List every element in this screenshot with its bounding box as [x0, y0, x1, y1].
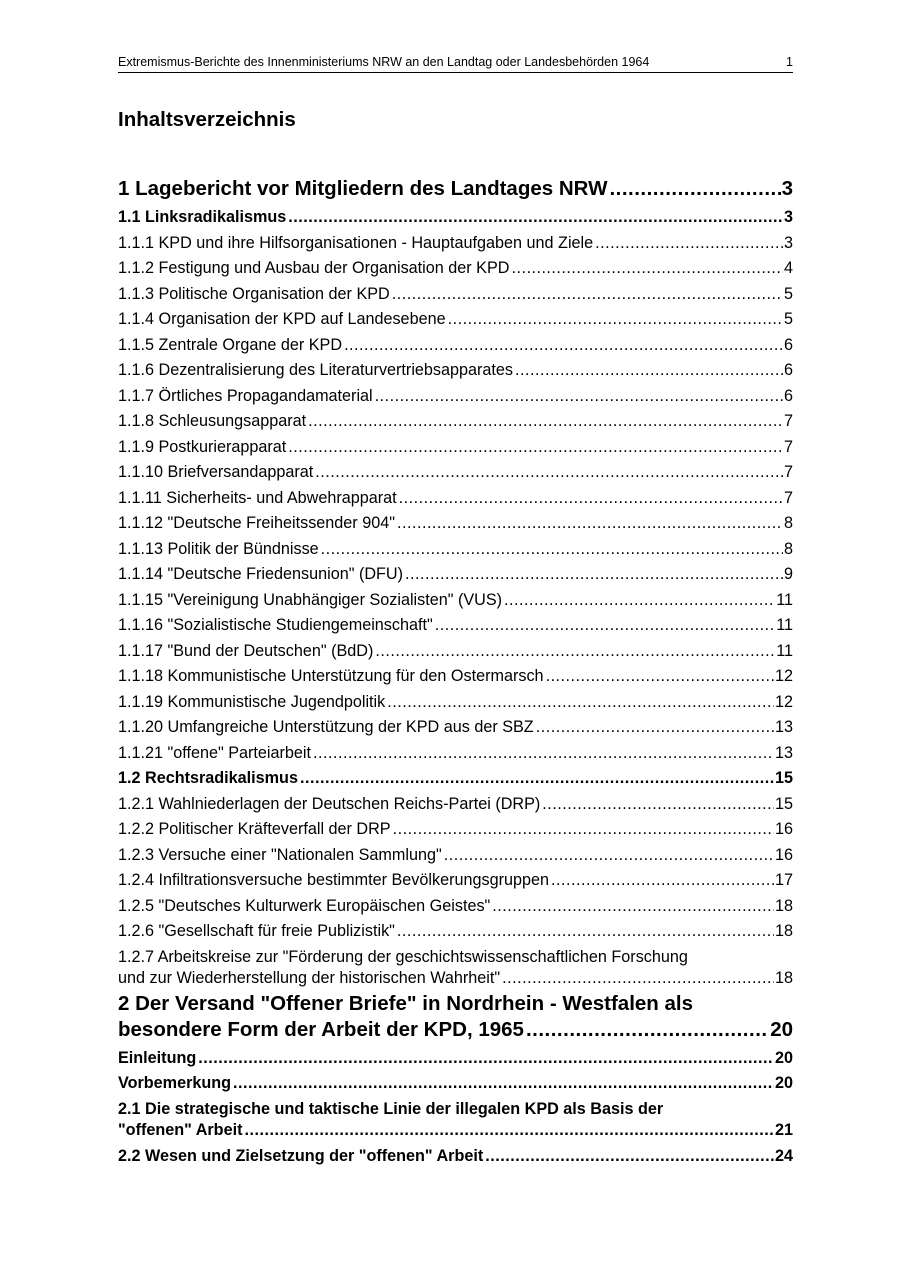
- toc-entry[interactable]: [118, 511, 793, 537]
- toc-entry-page: 8: [783, 514, 793, 532]
- toc-entry-text: 1.1.17 "Bund der Deutschen" (BdD): [118, 641, 374, 660]
- dot-leader: [526, 1017, 769, 1043]
- toc-entry[interactable]: [118, 715, 793, 741]
- toc-entry[interactable]: [118, 843, 793, 869]
- toc-entry-text: 1.2.3 Versuche einer "Nationalen Sammlung": [118, 845, 442, 864]
- toc-entry[interactable]: [118, 231, 793, 257]
- toc-entry-text: 1.1.14 "Deutsche Friedensunion" (DFU): [118, 565, 404, 583]
- toc-entry-text: Vorbemerkung: [118, 1074, 232, 1092]
- dot-leader: [515, 358, 783, 383]
- toc-entry[interactable]: [118, 486, 793, 512]
- dot-leader: [288, 205, 783, 230]
- toc-entry[interactable]: [118, 358, 793, 384]
- toc-entry-text: 1.1.19 Kommunistische Jugendpolitik: [118, 692, 386, 711]
- toc-entry-text-line1: 2 Der Versand "Offener Briefe" in Nordrhein - Westfalen als: [118, 991, 694, 1015]
- toc-entry-page: 15: [774, 769, 793, 787]
- dot-leader: [542, 792, 774, 817]
- toc-entry-text: 1.1.11 Sicherheits- und Abwehrapparat: [118, 488, 397, 507]
- dot-leader: [504, 588, 775, 613]
- toc-entry-text: 1.1.9 Postkurierapparat: [118, 437, 287, 456]
- toc-entry-page: 7: [783, 488, 793, 507]
- toc-entry-text: 1.2 Rechtsradikalismus: [118, 769, 298, 787]
- toc-entry-page: 3: [783, 208, 793, 226]
- toc-entry-page: 21: [774, 1120, 793, 1139]
- toc-entry-page: 9: [783, 565, 793, 583]
- toc-entry[interactable]: [118, 588, 793, 614]
- toc-entry-text: 1.1.10 Briefversandapparat: [118, 463, 314, 481]
- toc-entry-vorbemerkung[interactable]: [118, 1071, 793, 1097]
- toc-entry[interactable]: [118, 919, 793, 945]
- toc-entry-page: 18: [774, 896, 793, 915]
- toc-entry-text: 1 Lagebericht vor Mitgliedern des Landtages NRW: [118, 177, 608, 200]
- toc-entry[interactable]: [118, 435, 793, 461]
- toc-entry-page: 3: [781, 177, 793, 200]
- toc-entry[interactable]: [118, 690, 793, 716]
- dot-leader: [551, 868, 774, 893]
- dot-leader: [397, 919, 774, 944]
- table-of-contents: [118, 174, 793, 1169]
- toc-entry-page: 11: [776, 616, 793, 634]
- dot-leader: [405, 562, 783, 587]
- toc-entry-page: 7: [783, 412, 793, 430]
- toc-entry-page: 8: [783, 539, 793, 558]
- toc-entry-chapter-2[interactable]: [118, 991, 793, 1046]
- toc-entry-text: 1.2.6 "Gesellschaft für freie Publizistik": [118, 922, 395, 940]
- toc-entry-page: 6: [783, 386, 793, 405]
- toc-entry-text: 1.1.21 "offene" Parteiarbeit: [118, 743, 311, 762]
- toc-entry-text: 1.1.18 Kommunistische Unterstützung für den Ostermarsch: [118, 667, 544, 685]
- toc-entry-text-line2: besondere Form der Arbeit der KPD, 1965: [118, 1017, 524, 1041]
- dot-leader: [387, 690, 774, 715]
- dot-leader: [492, 894, 774, 919]
- dot-leader: [502, 968, 774, 989]
- toc-entry-page: 7: [783, 437, 793, 456]
- toc-entry-page: 5: [783, 284, 793, 303]
- toc-entry[interactable]: [118, 537, 793, 563]
- toc-entry-text: 1.1.1 KPD und ihre Hilfsorganisationen - Hauptaufgaben und Ziele: [118, 233, 594, 252]
- page-title: Inhaltsverzeichnis: [118, 108, 296, 131]
- toc-entry[interactable]: [118, 613, 793, 639]
- dot-leader: [244, 1120, 774, 1141]
- dot-leader: [198, 1046, 774, 1071]
- toc-entry[interactable]: [118, 409, 793, 435]
- toc-entry-chapter-1[interactable]: [118, 174, 793, 205]
- toc-entry-page: 5: [783, 310, 793, 328]
- dot-leader: [609, 174, 780, 204]
- toc-entry-section-2-2[interactable]: [118, 1144, 793, 1170]
- dot-leader: [344, 333, 783, 358]
- dot-leader: [375, 639, 775, 664]
- toc-entry-page: 18: [774, 922, 793, 940]
- toc-entry[interactable]: [118, 256, 793, 282]
- dot-leader: [536, 715, 774, 740]
- toc-entry[interactable]: [118, 282, 793, 308]
- toc-entry[interactable]: [118, 894, 793, 920]
- toc-entry-page: 11: [776, 590, 793, 609]
- toc-entry-text: 1.2.5 "Deutsches Kulturwerk Europäischen Geistes": [118, 896, 491, 915]
- dot-leader: [397, 511, 783, 536]
- toc-entry-text: 1.2.1 Wahlniederlagen der Deutschen Reichs-Partei (DRP): [118, 794, 541, 813]
- dot-leader: [595, 231, 783, 256]
- toc-entry[interactable]: [118, 817, 793, 843]
- toc-entry-text: 2.2 Wesen und Zielsetzung der "offenen" Arbeit: [118, 1146, 484, 1165]
- dot-leader: [444, 843, 774, 868]
- dot-leader: [315, 460, 783, 485]
- toc-entry-page: 20: [774, 1074, 793, 1092]
- toc-entry[interactable]: [118, 333, 793, 359]
- toc-entry-section-1-1[interactable]: [118, 205, 793, 231]
- dot-leader: [393, 817, 774, 842]
- toc-entry-page: 13: [774, 743, 793, 762]
- toc-entry-page: 3: [783, 233, 793, 252]
- dot-leader: [233, 1071, 774, 1096]
- toc-entry[interactable]: [118, 384, 793, 410]
- toc-entry[interactable]: [118, 792, 793, 818]
- toc-entry-section-2-1[interactable]: [118, 1097, 793, 1144]
- dot-leader: [448, 307, 783, 332]
- dot-leader: [485, 1144, 774, 1169]
- toc-entry-einleitung[interactable]: [118, 1046, 793, 1072]
- toc-entry[interactable]: [118, 664, 793, 690]
- toc-entry-page: 4: [783, 259, 793, 277]
- dot-leader: [288, 435, 783, 460]
- toc-entry-page: 15: [774, 794, 793, 813]
- dot-leader: [313, 741, 774, 766]
- header-page-number: 1: [786, 55, 793, 69]
- toc-entry-text: 1.1.7 Örtliches Propagandamaterial: [118, 386, 373, 405]
- toc-entry-page: 18: [774, 968, 793, 987]
- toc-entry-text: 1.1.3 Politische Organisation der KPD: [118, 284, 390, 303]
- dot-leader: [546, 664, 774, 689]
- toc-entry-text: 1.1 Linksradikalismus: [118, 208, 287, 226]
- toc-entry-text: 1.2.2 Politischer Kräfteverfall der DRP: [118, 820, 391, 838]
- dot-leader: [435, 613, 775, 638]
- toc-entry-text: 1.1.5 Zentrale Organe der KPD: [118, 335, 343, 354]
- dot-leader: [511, 256, 783, 281]
- toc-entry-page: 20: [774, 1048, 793, 1067]
- dot-leader: [375, 384, 783, 409]
- dot-leader: [392, 282, 783, 307]
- toc-entry-page: 16: [774, 845, 793, 864]
- running-header: [118, 54, 793, 73]
- toc-entry[interactable]: [118, 639, 793, 665]
- toc-entry-text-line2: und zur Wiederherstellung der historischen Wahrheit": [118, 968, 501, 987]
- dot-leader: [321, 537, 783, 562]
- toc-entry-text: 1.2.4 Infiltrationsversuche bestimmter Bevölkerungsgruppen: [118, 871, 549, 889]
- toc-entry-page: 13: [774, 718, 793, 736]
- toc-entry[interactable]: [118, 868, 793, 894]
- toc-entry[interactable]: [118, 562, 793, 588]
- toc-entry-page: 6: [783, 361, 793, 379]
- dot-leader: [308, 409, 783, 434]
- toc-entry-page: 16: [774, 820, 793, 838]
- dot-leader: [399, 486, 783, 511]
- dot-leader: [300, 766, 774, 791]
- toc-entry-multiline[interactable]: [118, 945, 793, 991]
- toc-entry-text: 1.1.2 Festigung und Ausbau der Organisation der KPD: [118, 259, 510, 277]
- toc-entry-text: 1.1.13 Politik der Bündnisse: [118, 539, 319, 558]
- toc-entry-text: Einleitung: [118, 1048, 197, 1067]
- toc-entry[interactable]: [118, 307, 793, 333]
- toc-entry-page: 20: [770, 1017, 793, 1041]
- toc-entry-page: 6: [783, 335, 793, 354]
- toc-entry-section-1-2[interactable]: [118, 766, 793, 792]
- toc-entry-text: 1.1.8 Schleusungsapparat: [118, 412, 307, 430]
- toc-entry-text: 1.1.16 "Sozialistische Studiengemeinschaft": [118, 616, 433, 634]
- toc-entry-text: 1.1.4 Organisation der KPD auf Landesebene: [118, 310, 446, 328]
- toc-entry-page: 7: [783, 463, 793, 481]
- toc-entry-text-line1: 1.2.7 Arbeitskreise zur "Förderung der geschichtswissenschaftlichen Forschung: [118, 947, 688, 966]
- toc-entry-page: 24: [774, 1146, 793, 1165]
- toc-entry-page: 11: [776, 641, 793, 660]
- toc-entry[interactable]: [118, 741, 793, 767]
- toc-entry-text: 1.1.12 "Deutsche Freiheitssender 904": [118, 514, 395, 532]
- toc-entry[interactable]: [118, 460, 793, 486]
- toc-entry-text-line2: "offenen" Arbeit: [118, 1120, 243, 1139]
- header-title: Extremismus-Berichte des Innenministeriums NRW an den Landtag oder Landesbehörden 1964: [118, 55, 650, 69]
- toc-entry-text: 1.1.15 "Vereinigung Unabhängiger Sozialisten" (VUS): [118, 590, 503, 609]
- toc-entry-text: 1.1.20 Umfangreiche Unterstützung der KPD aus der SBZ: [118, 718, 534, 736]
- toc-entry-text-line1: 2.1 Die strategische und taktische Linie der illegalen KPD als Basis der: [118, 1099, 664, 1118]
- toc-entry-text: 1.1.6 Dezentralisierung des Literaturvertriebsapparates: [118, 361, 514, 379]
- toc-entry-page: 17: [774, 871, 793, 889]
- toc-entry-page: 12: [774, 667, 793, 685]
- toc-entry-page: 12: [774, 692, 793, 711]
